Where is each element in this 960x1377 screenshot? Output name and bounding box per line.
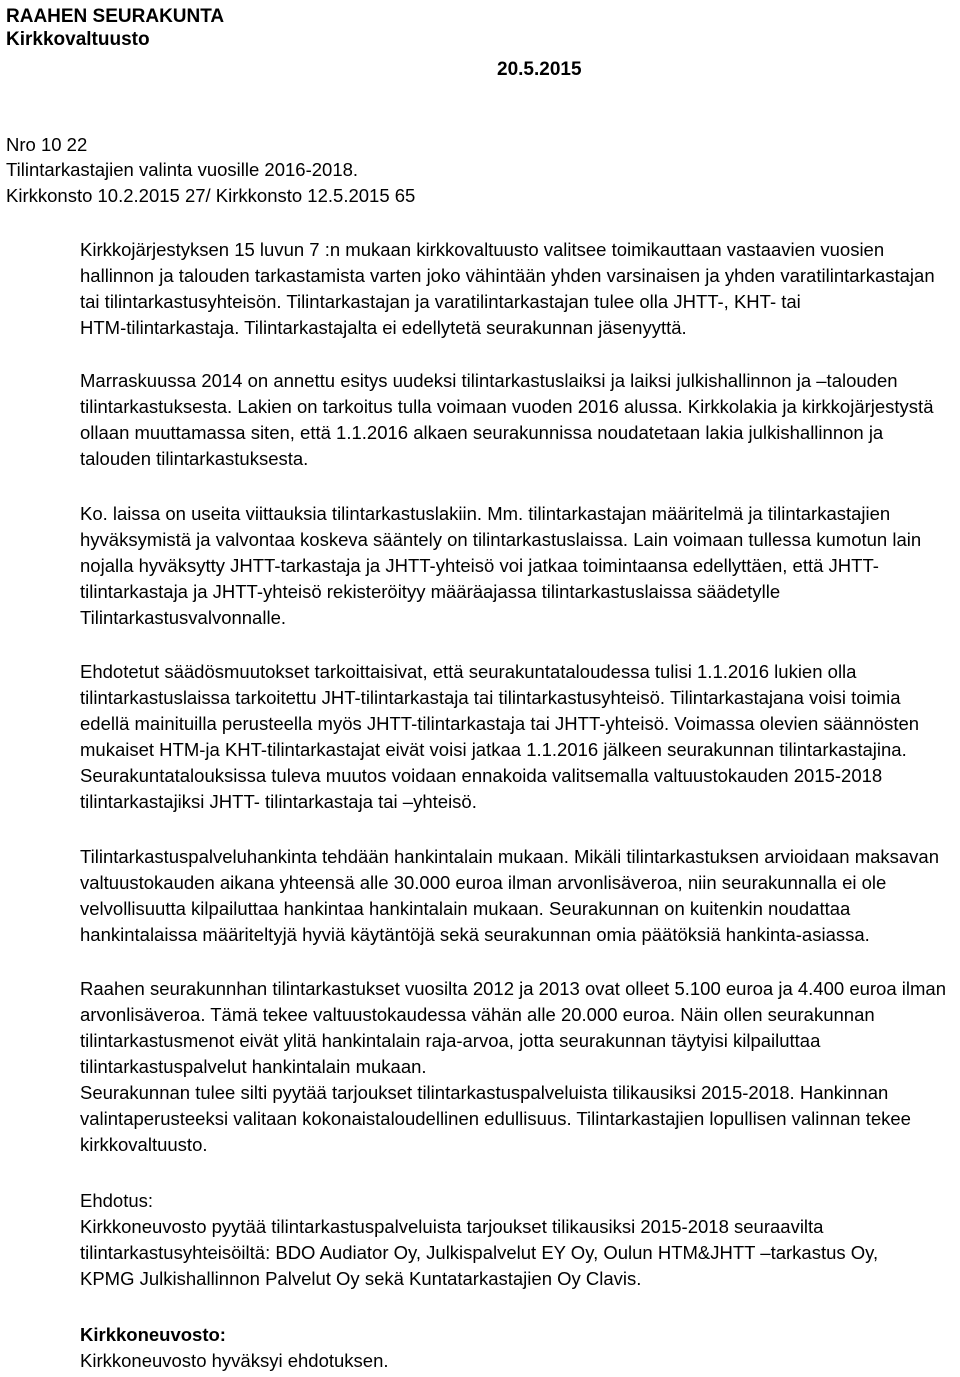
proposal-line: KPMG Julkishallinnon Palvelut Oy sekä Kuntatarkastajien Oy Clavis. — [80, 1268, 642, 1289]
item-number: Nro 10 22 — [6, 134, 88, 155]
meeting-date: 20.5.2015 — [497, 59, 582, 80]
p1-line: Kirkkojärjestyksen 15 luvun 7 :n mukaan kirkkovaltuusto valitsee toimikauttaan vastaavien vuosien — [80, 239, 885, 260]
p1-line: hallinnon ja talouden tarkastamista varten joko vähintään yhden varsinaisen ja yhden varatilintarkastajan — [80, 265, 935, 286]
p1-line: tai tilintarkastusyhteisön. Tilintarkastajan ja varatilintarkastajan tulee olla JHTT-, KHT- tai — [80, 291, 801, 312]
p5-line: hankintalaissa määriteltyjä hyviä käytäntöjä sekä seurakunnan omia päätöksiä hankinta-asiassa. — [80, 924, 870, 945]
org-name: RAAHEN SEURAKUNTA — [6, 6, 225, 27]
p4-line: tilintarkastajiksi JHTT- tilintarkastaja tai –yhteisö. — [80, 791, 477, 812]
decision-text: Kirkkoneuvosto hyväksyi ehdotuksen. — [80, 1350, 389, 1371]
p6-line: arvonlisäveroa. Tämä tekee valtuustokaudessa vähän alle 20.000 euroa. Näin ollen seurakunnan — [80, 1004, 875, 1025]
p2-line: tilintarkastuksesta. Lakien on tarkoitus tulla voimaan vuoden 2016 alussa. Kirkkolakia ja kirkkojärjestystä — [80, 396, 934, 417]
p4-line: edellä mainituilla perusteella myös JHTT-tilintarkastaja tai JHTT-yhteisö. Voimassa olevien säännösten — [80, 713, 920, 734]
body-name: Kirkkovaltuusto — [6, 29, 150, 50]
p5-line: Tilintarkastuspalveluhankinta tehdään hankintalain mukaan. Mikäli tilintarkastuksen arvioidaan maksavan — [80, 846, 940, 867]
p3-line: Tilintarkastusvalvonnalle. — [80, 607, 286, 628]
p4-line: Ehdotetut säädösmuutokset tarkoittaisivat, että seurakuntataloudessa tulisi 1.1.2016 lukien olla — [80, 661, 857, 682]
proposal-line: Kirkkoneuvosto pyytää tilintarkastuspalveluista tarjoukset tilikausiksi 2015-2018 seuraavilta — [80, 1216, 824, 1237]
item-reference: Kirkkonsto 10.2.2015 27/ Kirkkonsto 12.5.2015 65 — [6, 185, 416, 206]
p6-line: kirkkovaltuusto. — [80, 1134, 208, 1155]
proposal-line: tilintarkastusyhteisöiltä: BDO Audiator Oy, Julkispalvelut EY Oy, Oulun HTM&JHTT –tarkastus Oy, — [80, 1242, 879, 1263]
p5-line: valtuustokauden aikana yhteensä alle 30.000 euroa ilman arvonlisäveroa, niin seurakunnalla ei ole — [80, 872, 887, 893]
p6-line: valintaperusteeksi valitaan kokonaistaloudellinen edullisuus. Tilintarkastajien lopullisen valinnan tekee — [80, 1108, 911, 1129]
p6-line: tilintarkastuspalvelut hankintalain mukaan. — [80, 1056, 427, 1077]
p4-line: mukaiset HTM-ja KHT-tilintarkastajat eivät voisi jatkaa 1.1.2016 jälkeen seurakunnan tilintarkastajina. — [80, 739, 907, 760]
p2-line: ollaan muuttamassa siten, että 1.1.2016 alkaen seurakunnissa noudatetaan lakia julkishallinnon ja — [80, 422, 884, 443]
p4-line: tilintarkastuslaissa tarkoitettu JHT-tilintarkastaja tai tilintarkastusyhteisö. Tilintarkastajana voisi toimia — [80, 687, 901, 708]
p6-line: tilintarkastusmenot eivät ylitä hankintalain raja-arvoa, jotta seurakunnan täytyisi kilpailuttaa — [80, 1030, 821, 1051]
proposal-heading: Ehdotus: — [80, 1190, 154, 1211]
p3-line: tilintarkastaja ja JHTT-yhteisö rekisteröityy määräajassa tilintarkastuslaissa säädetylle — [80, 581, 781, 602]
decision-heading: Kirkkoneuvosto: — [80, 1324, 226, 1345]
p6-line: Raahen seurakunnhan tilintarkastukset vuosilta 2012 ja 2013 ovat olleet 5.100 euroa ja 4.400 euroa ilman — [80, 978, 946, 999]
p3-line: Ko. laissa on useita viittauksia tilintarkastuslakiin. Mm. tilintarkastajan määritelmä ja tilintarkastajien — [80, 503, 891, 524]
p5-line: velvollisuutta kilpailuttaa hankintaa hankintalain mukaan. Seurakunnan on kuitenkin noudattaa — [80, 898, 851, 919]
p4-line: Seurakuntatalouksissa tuleva muutos voidaan ennakoida valitsemalla valtuustokauden 2015-2018 — [80, 765, 883, 786]
p1-line: HTM-tilintarkastaja. Tilintarkastajalta ei edellytetä seurakunnan jäsenyyttä. — [80, 317, 687, 338]
p3-line: nojalla hyväksytty JHTT-tarkastaja ja JHTT-yhteisö voi jatkaa toimintaansa edellyttäen, että JHTT- — [80, 555, 879, 576]
item-subject: Tilintarkastajien valinta vuosille 2016-2018. — [6, 159, 359, 180]
p2-line: talouden tilintarkastuksesta. — [80, 448, 309, 469]
p6-line: Seurakunnan tulee silti pyytää tarjoukset tilintarkastuspalveluista tilikausiksi 2015-2018. Hankinnan — [80, 1082, 889, 1103]
p3-line: hyväksymistä ja valvontaa koskeva sääntely on tilintarkastuslaissa. Lain voimaan tullessa kumotun lain — [80, 529, 922, 550]
p2-line: Marraskuussa 2014 on annettu esitys uudeksi tilintarkastuslaiksi ja laiksi julkishallinnon ja –talouden — [80, 370, 898, 391]
